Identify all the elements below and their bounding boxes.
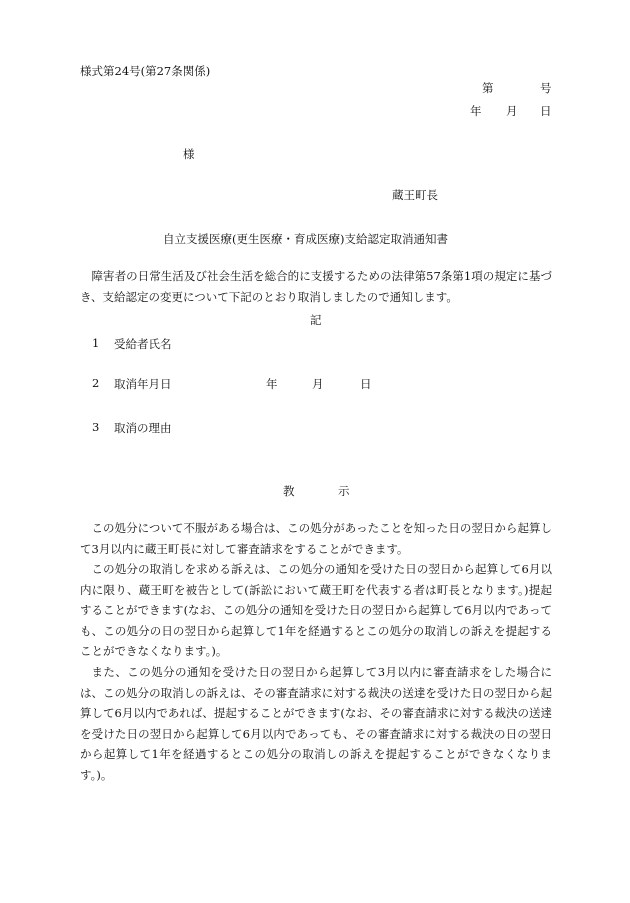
doc-number-suffix: 号 (540, 81, 552, 95)
item-cancel-date-number: 2 (92, 376, 100, 390)
item-recipient-label: 受給者氏名 (114, 337, 172, 351)
item-cancel-date-month: 月 (312, 377, 324, 391)
issuer: 蔵王町長 (392, 188, 438, 202)
form-number: 様式第24号(第27条関係) (80, 64, 211, 78)
instruction-paragraph-1: この処分について不服がある場合は、この処分があったことを知った日の翌日から起算して3月以内に蔵王町長に対して審査請求をすることができます。 (80, 521, 552, 556)
document-title: 自立支援医療(更生医療・育成医療)支給認定取消通知書 (163, 232, 448, 246)
intro-paragraph: 障害者の日常生活及び社会生活を総合的に支援するための法律第57条第1項の規定に基づき、支給認定の変更について下記のとおり取消しましたので通知します。 (80, 269, 552, 304)
item-cancel-date-label: 取消年月日 (114, 377, 172, 391)
ki-label: 記 (310, 313, 322, 327)
addressee-suffix: 様 (183, 147, 195, 161)
item-cancel-date-year: 年 (266, 377, 278, 391)
item-recipient-number: 1 (92, 336, 100, 350)
date-month: 月 (506, 104, 518, 118)
instruction-paragraph-3: また、この処分の通知を受けた日の翌日から起算して3月以内に審査請求をした場合には、この処分の取消しの訴えは、その審査請求に対する裁決の送達を受けた日の翌日から起算して6月以内であれば、提起することができます(なお、その審査請求に対する裁決の送達を受けた日の翌日から起算して6月以内であっても、その審査請求に対する裁決の日の翌日から起算して1年を経過するとこの処分の取消しの訴えを提起することができなくなります。)。 (80, 665, 552, 782)
instruction-paragraph-2: この処分の取消しを求める訴えは、この処分の通知を受けた日の翌日から起算して6月以内に限り、蔵王町を被告として(訴訟において蔵王町を代表する者は町長となります。)提起することができます(なお、この処分の通知を受けた日の翌日から起算して6月以内であっても、この処分の日の翌日から起算して1年を経過するとこの処分の取消しの訴えを提起することができなくなります。)。 (80, 562, 552, 658)
instruction-heading-right: 示 (338, 484, 350, 498)
instruction-heading-left: 教 (283, 484, 295, 498)
item-cancel-date-day: 日 (360, 377, 372, 391)
item-reason-label: 取消の理由 (114, 421, 172, 435)
date-day: 日 (540, 104, 552, 118)
item-reason-number: 3 (92, 420, 100, 434)
date-year: 年 (470, 104, 482, 118)
doc-number-prefix: 第 (482, 81, 494, 95)
